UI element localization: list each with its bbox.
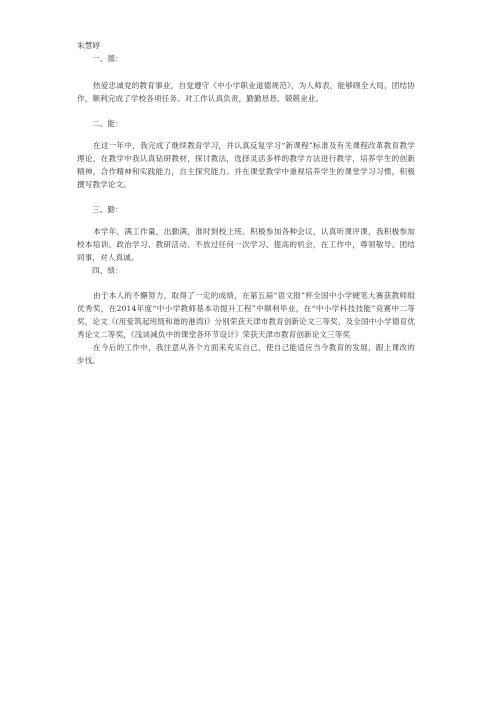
section-heading-neng: 二、能：	[92, 119, 123, 128]
section-heading-qin: 三、勤：	[92, 205, 123, 214]
section-heading-de: 一、德：	[92, 54, 123, 63]
section-heading-ji: 四、绩：	[92, 266, 123, 275]
author-name: 朱慧婷	[77, 41, 101, 50]
document-body	[77, 39, 415, 367]
paragraph-qin: 本学年，满工作量，出勤满，准时到校上班。积极参加各种会议，认真听课评课，我积极参加校本培训、政治学习、教研活动、不放过任何一次学习、提高的机会，在工作中，尊领敬导、团结同事，对人真诚。	[77, 227, 415, 262]
paragraph-de: 热爱忠诚党的教育事业，自觉遵守《中小学职业道德规范》，为人师表，能够顾全大局，团结协作，顺利完成了学校各项任务。对工作认真负责，勤勤恳恳，兢兢业业。	[77, 81, 415, 103]
paragraph-neng: 在这一年中，我完成了继续教育学习，并认真反复学习“新课程”标准及有关课程改革教育教学理论，在教学中我认真钻研教材，探讨教法，选择灵活多样的教学方法进行教学，培养学生的创新精神，合作精神和实践能力，自主探究能力。并在课堂教学中重视培养学生的课堂学习习惯，积极撰写教学论文。	[77, 141, 415, 189]
paragraph-ji-future: 在今后的工作中，我注意从各个方面来充实自己，使自己能适应当今教育的发展，跟上课改的步伐。	[77, 343, 415, 365]
paragraph-ji-achievements: 由于本人的不懈努力，取得了一定的成绩，在第五届“语文报”杯全国中小学硬笔大赛获教师组优秀奖，在2014年度“中小学教师基本功提升工程”中顺利毕业，在“中小学科技技能”竞赛中二等奖，论文《(用爱筑起班级和谐的港湾)》分别荣获天津市教育创新论文三等奖，及全国中小学德育优秀论文二等奖，《浅谈减负中的课堂各环节设计》荣获天津市教育创新论文三等奖	[77, 291, 415, 339]
